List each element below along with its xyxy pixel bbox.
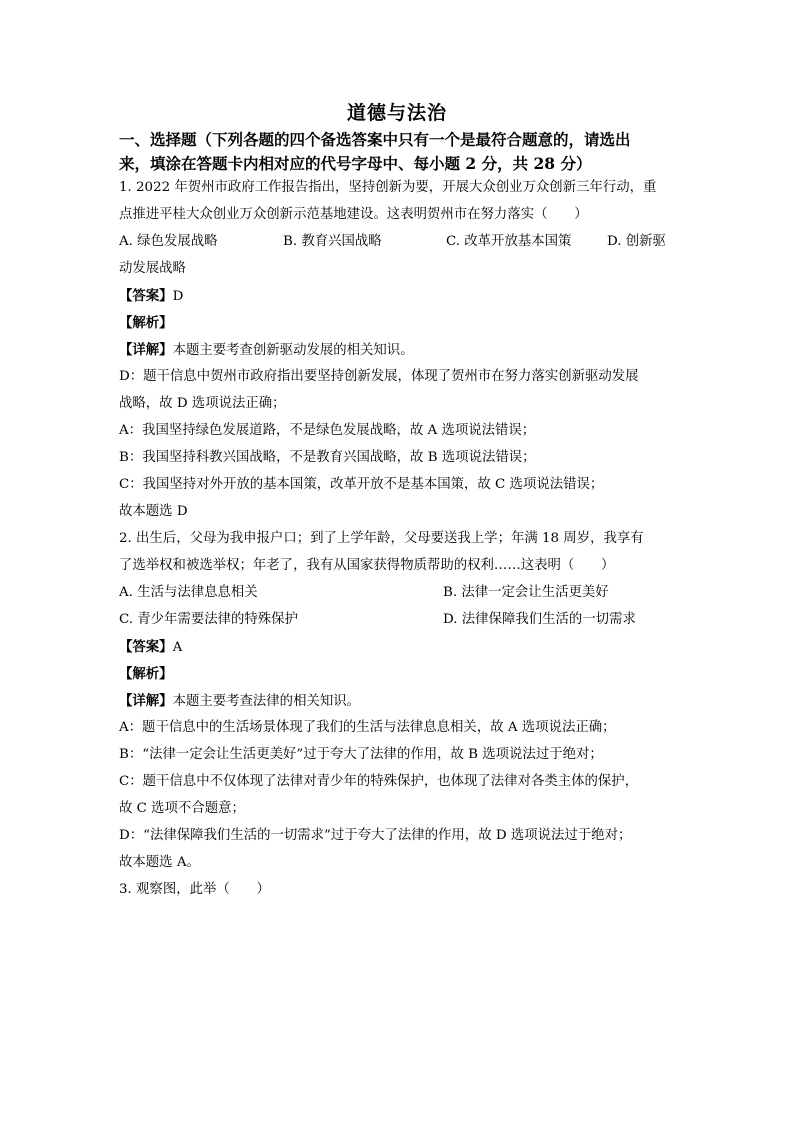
q1-stem-line1: 1. 2022 年贺州市政府工作报告指出，坚持创新为要，开展大众创业万众创新三年行动，重	[119, 180, 657, 195]
section-heading-line1: 一、选择题（下列各题的四个备选答案中只有一个是最符合题意的，请选出	[119, 130, 631, 149]
q1-analysis-tag: 【解析】	[119, 315, 173, 331]
q2-conclusion: 故本题选 A。	[119, 855, 200, 870]
q1-exp-a: A：我国坚持绿色发展道路，不是绿色发展战略，故 A 选项说法错误；	[119, 423, 536, 438]
page-title: 道德与法治	[346, 102, 447, 124]
q3-stem: 3. 观察图，此举（ ）	[119, 882, 270, 897]
answer-value: D	[172, 289, 184, 304]
q2-stem-line1: 2. 出生后，父母为我申报户口；到了上学年龄，父母要送我上学；年满 18 周岁，我享有	[119, 531, 644, 546]
q1-exp-c: C：我国坚持对外开放的基本国策，改革开放不是基本国策，故 C 选项说法错误；	[119, 477, 604, 492]
answer-tag: 【答案】	[119, 288, 173, 304]
q2-detail	[119, 691, 360, 712]
q1-exp-b: B：我国坚持科教兴国战略，不是教育兴国战略，故 B 选项说法错误；	[119, 450, 536, 465]
q1-stem-line2: 点推进平桂大众创业万众创新示范基地建设。这表明贺州市在努力落实（ ）	[119, 207, 588, 222]
q1-option-b: B. 教育兴国战略	[283, 234, 382, 249]
q2-option-a: A. 生活与法律息息相关	[119, 585, 258, 600]
q2-stem-line2: 了选举权和被选举权；年老了，我有从国家获得物质帮助的权利……这表明（ ）	[119, 558, 615, 573]
q1-conclusion: 故本题选 D	[119, 504, 188, 519]
q1-option-a: A. 绿色发展战略	[119, 234, 218, 249]
q1-option-d-cont: 动发展战略	[119, 261, 186, 276]
answer-tag: 【答案】	[119, 639, 173, 655]
q1-detail	[119, 340, 414, 361]
q2-analysis-tag: 【解析】	[119, 666, 173, 682]
q2-answer	[119, 637, 182, 658]
q1-option-d: D. 创新驱	[607, 234, 666, 249]
detail-tag: 【详解】	[119, 342, 173, 358]
q2-exp-a: A：题干信息中的生活场景体现了我们的生活与法律息息相关，故 A 选项说法正确；	[119, 720, 616, 735]
q2-option-c: C. 青少年需要法律的特殊保护	[119, 612, 298, 627]
q2-exp-c-line2: 故 C 选项不合题意；	[119, 801, 245, 816]
answer-value: A	[172, 640, 183, 655]
q2-exp-b: B：“法律一定会让生活更美好”过于夸大了法律的作用，故 B 选项说法过于绝对；	[119, 747, 603, 762]
q2-exp-d: D：“法律保障我们生活的一切需求”过于夸大了法律的作用，故 D 选项说法过于绝对；	[119, 828, 632, 843]
q1-answer	[119, 286, 183, 307]
section-heading-line2: 来，填涂在答题卡内相对应的代号字母中、每小题 2 分，共 28 分）	[119, 154, 592, 173]
q2-option-b: B. 法律一定会让生活更美好	[443, 585, 609, 600]
q2-exp-c-line1: C：题干信息中不仅体现了法律对青少年的特殊保护，也体现了法律对各类主体的保护，	[119, 774, 639, 789]
detail-tag: 【详解】	[119, 693, 173, 709]
detail-text: 本题主要考查创新驱动发展的相关知识。	[172, 343, 414, 358]
q1-exp-d-line2: 战略，故 D 选项说法正确；	[119, 396, 286, 411]
q1-option-c: C. 改革开放基本国策	[446, 234, 572, 249]
q1-exp-d-line1: D：题干信息中贺州市政府指出要坚持创新发展，体现了贺州市在努力落实创新驱动发展	[119, 369, 639, 384]
detail-text: 本题主要考查法律的相关知识。	[172, 694, 361, 709]
q2-option-d: D. 法律保障我们生活的一切需求	[443, 612, 636, 627]
